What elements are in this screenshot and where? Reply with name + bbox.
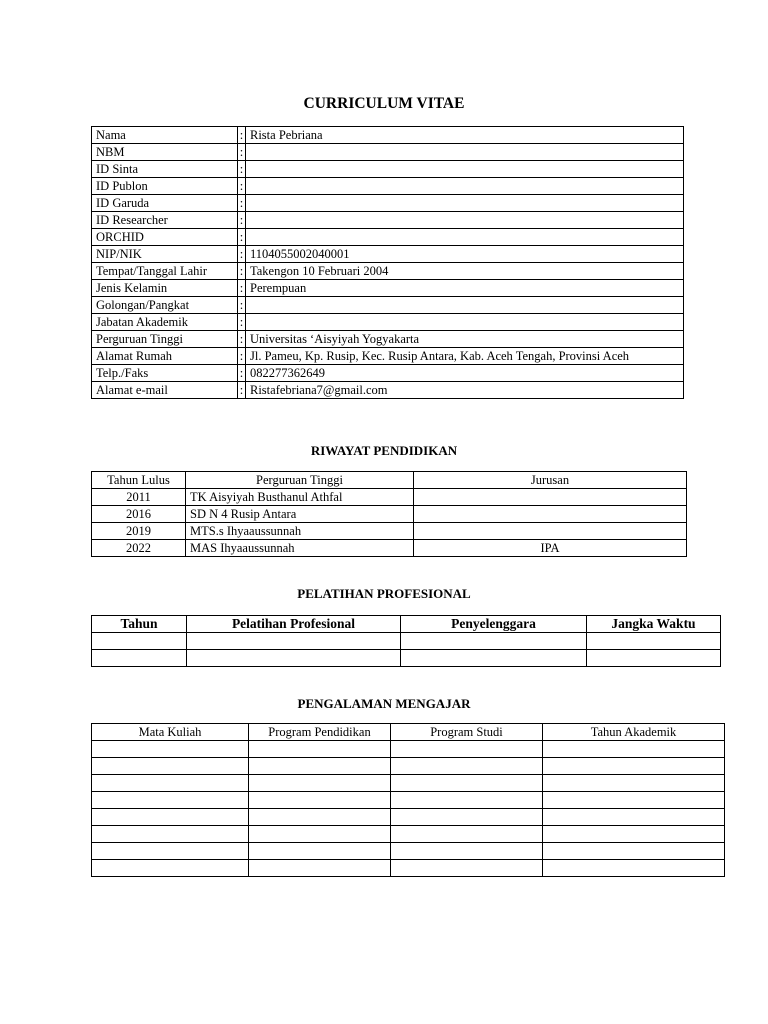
biodata-row: [92, 331, 684, 348]
training-cell: [587, 633, 721, 650]
teaching-cell: [249, 775, 391, 792]
biodata-value: 1104055002040001: [246, 246, 684, 263]
training-cell: [401, 650, 587, 667]
training-heading: PELATIHAN PROFESIONAL: [297, 586, 471, 601]
biodata-label: NIP/NIK: [92, 246, 238, 263]
teaching-cell: [249, 792, 391, 809]
biodata-row: [92, 246, 684, 263]
biodata-value: Rista Pebriana: [246, 127, 684, 144]
education-cell: [414, 489, 687, 506]
training-header-cell: Tahun: [92, 616, 187, 633]
biodata-row: [92, 314, 684, 331]
biodata-row: [92, 348, 684, 365]
teaching-cell: [249, 741, 391, 758]
biodata-label: ORCHID: [92, 229, 238, 246]
teaching-heading: PENGALAMAN MENGAJAR: [297, 696, 471, 711]
table-row: [92, 506, 687, 523]
teaching-cell: [543, 758, 725, 775]
education-table: [91, 471, 687, 557]
page-title: CURRICULUM VITAE: [303, 95, 465, 112]
teaching-cell: [92, 843, 249, 860]
biodata-row: [92, 280, 684, 297]
biodata-value: [246, 297, 684, 314]
training-cell: [587, 650, 721, 667]
biodata-value: [246, 161, 684, 178]
biodata-row: [92, 382, 684, 399]
teaching-cell: [391, 843, 543, 860]
biodata-colon: :: [238, 348, 246, 365]
biodata-colon: :: [238, 331, 246, 348]
teaching-header-cell: Program Studi: [391, 724, 543, 741]
table-row: [92, 775, 725, 792]
teaching-cell: [391, 792, 543, 809]
biodata-value: Universitas ‘Aisyiyah Yogyakarta: [246, 331, 684, 348]
teaching-cell: [391, 775, 543, 792]
education-cell: [414, 506, 687, 523]
education-cell: [414, 523, 687, 540]
table-row: [92, 523, 687, 540]
teaching-cell: [391, 826, 543, 843]
biodata-label: Nama: [92, 127, 238, 144]
biodata-value: Ristafebriana7@gmail.com: [246, 382, 684, 399]
biodata-label: ID Researcher: [92, 212, 238, 229]
training-cell: [187, 633, 401, 650]
biodata-value: Takengon 10 Februari 2004: [246, 263, 684, 280]
education-cell: TK Aisyiyah Busthanul Athfal: [186, 489, 414, 506]
teaching-header-cell: Mata Kuliah: [92, 724, 249, 741]
biodata-value: [246, 178, 684, 195]
education-cell: IPA: [414, 540, 687, 557]
teaching-cell: [543, 826, 725, 843]
teaching-cell: [92, 792, 249, 809]
biodata-row: [92, 365, 684, 382]
teaching-cell: [543, 792, 725, 809]
table-row: [92, 540, 687, 557]
biodata-colon: :: [238, 229, 246, 246]
biodata-colon: :: [238, 144, 246, 161]
biodata-label: Perguruan Tinggi: [92, 331, 238, 348]
teaching-cell: [249, 758, 391, 775]
biodata-label: Jabatan Akademik: [92, 314, 238, 331]
training-cell: [92, 650, 187, 667]
teaching-cell: [543, 741, 725, 758]
biodata-row: [92, 195, 684, 212]
teaching-cell: [249, 860, 391, 877]
biodata-colon: :: [238, 263, 246, 280]
biodata-label: Golongan/Pangkat: [92, 297, 238, 314]
biodata-label: ID Sinta: [92, 161, 238, 178]
biodata-label: Tempat/Tanggal Lahir: [92, 263, 238, 280]
teaching-cell: [92, 809, 249, 826]
training-header-cell: Penyelenggara: [401, 616, 587, 633]
teaching-table: [91, 723, 725, 877]
teaching-cell: [391, 758, 543, 775]
biodata-colon: :: [238, 297, 246, 314]
education-cell: 2016: [92, 506, 186, 523]
training-cell: [401, 633, 587, 650]
teaching-cell: [391, 860, 543, 877]
teaching-cell: [92, 860, 249, 877]
biodata-label: Telp./Faks: [92, 365, 238, 382]
biodata-value: Perempuan: [246, 280, 684, 297]
teaching-header-cell: Program Pendidikan: [249, 724, 391, 741]
teaching-cell: [543, 843, 725, 860]
biodata-label: NBM: [92, 144, 238, 161]
biodata-value: [246, 195, 684, 212]
table-row: [92, 860, 725, 877]
training-cell: [92, 633, 187, 650]
training-header-cell: Jangka Waktu: [587, 616, 721, 633]
education-header-cell: Jurusan: [414, 472, 687, 489]
biodata-value: [246, 314, 684, 331]
biodata-colon: :: [238, 178, 246, 195]
teaching-cell: [391, 809, 543, 826]
teaching-header-cell: Tahun Akademik: [543, 724, 725, 741]
training-cell: [187, 650, 401, 667]
table-row: [92, 650, 721, 667]
biodata-label: ID Garuda: [92, 195, 238, 212]
biodata-colon: :: [238, 314, 246, 331]
teaching-cell: [543, 775, 725, 792]
biodata-label: ID Publon: [92, 178, 238, 195]
biodata-colon: :: [238, 382, 246, 399]
table-row: [92, 758, 725, 775]
education-cell: 2011: [92, 489, 186, 506]
biodata-colon: :: [238, 246, 246, 263]
table-row: [92, 826, 725, 843]
teaching-cell: [249, 826, 391, 843]
teaching-cell: [249, 843, 391, 860]
teaching-cell: [92, 741, 249, 758]
teaching-cell: [92, 758, 249, 775]
education-heading: RIWAYAT PENDIDIKAN: [310, 443, 458, 458]
education-header-cell: Tahun Lulus: [92, 472, 186, 489]
education-cell: 2022: [92, 540, 186, 557]
biodata-row: [92, 178, 684, 195]
biodata-row: [92, 263, 684, 280]
biodata-colon: :: [238, 212, 246, 229]
education-cell: 2019: [92, 523, 186, 540]
biodata-table: [91, 126, 684, 399]
table-row: [92, 741, 725, 758]
education-cell: MAS Ihyaaussunnah: [186, 540, 414, 557]
biodata-value: Jl. Pameu, Kp. Rusip, Kec. Rusip Antara, Kab. Aceh Tengah, Provinsi Aceh: [246, 348, 684, 365]
teaching-cell: [92, 826, 249, 843]
biodata-value: [246, 212, 684, 229]
teaching-cell: [391, 741, 543, 758]
table-row: [92, 633, 721, 650]
biodata-colon: :: [238, 127, 246, 144]
teaching-cell: [543, 809, 725, 826]
biodata-colon: :: [238, 161, 246, 178]
table-row: [92, 809, 725, 826]
table-row: [92, 843, 725, 860]
teaching-cell: [543, 860, 725, 877]
biodata-colon: :: [238, 195, 246, 212]
table-row: [92, 792, 725, 809]
education-cell: MTS.s Ihyaaussunnah: [186, 523, 414, 540]
biodata-value: [246, 229, 684, 246]
biodata-value: 082277362649: [246, 365, 684, 382]
biodata-label: Jenis Kelamin: [92, 280, 238, 297]
biodata-row: [92, 161, 684, 178]
training-table: [91, 615, 721, 667]
biodata-label: Alamat e-mail: [92, 382, 238, 399]
teaching-cell: [92, 775, 249, 792]
biodata-row: [92, 212, 684, 229]
table-row: [92, 489, 687, 506]
training-header-cell: Pelatihan Profesional: [187, 616, 401, 633]
biodata-colon: :: [238, 280, 246, 297]
biodata-row: [92, 229, 684, 246]
biodata-colon: :: [238, 365, 246, 382]
teaching-cell: [249, 809, 391, 826]
biodata-row: [92, 127, 684, 144]
biodata-row: [92, 144, 684, 161]
education-header-cell: Perguruan Tinggi: [186, 472, 414, 489]
biodata-row: [92, 297, 684, 314]
biodata-label: Alamat Rumah: [92, 348, 238, 365]
education-cell: SD N 4 Rusip Antara: [186, 506, 414, 523]
biodata-value: [246, 144, 684, 161]
